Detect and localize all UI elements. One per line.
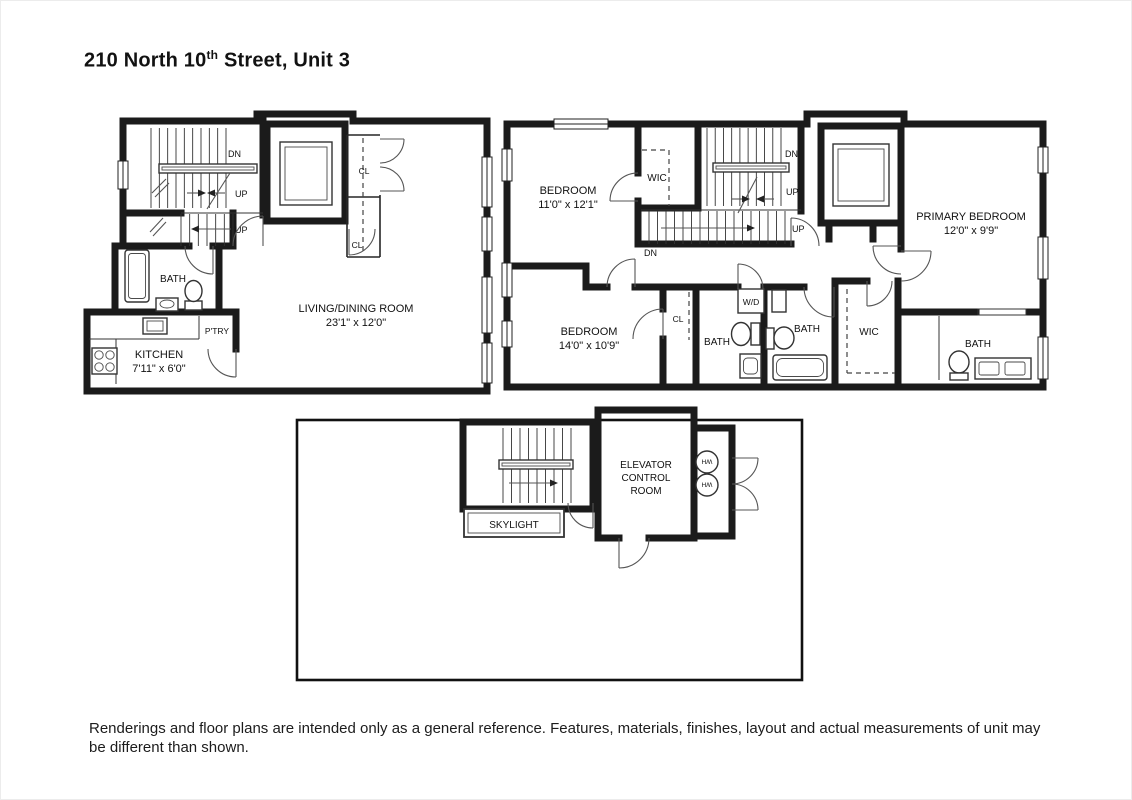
floor1-stair-up-low-label: UP: [235, 225, 248, 235]
water-heater-label-2: WH: [701, 480, 713, 488]
floor2-closet-label: CL: [672, 314, 684, 324]
floor1-kitchen-dims: 7'11" x 6'0": [132, 363, 186, 375]
floor1-kitchen: [89, 316, 236, 384]
skylight-box: [464, 509, 564, 537]
floor2-primary-bedroom-label: PRIMARY BEDROOM: [916, 211, 1026, 223]
floor1-lower-stair-treads: [181, 214, 233, 246]
ecr-label-1: ELEVATOR: [620, 460, 672, 471]
floor2-stair-up-mid-label: UP: [786, 187, 799, 197]
floor2-wic-right-label: WIC: [859, 327, 879, 338]
ecr-label-3: ROOM: [630, 486, 662, 497]
floor2-wic-right: [847, 281, 895, 373]
floor2-stair-dn-top-label: DN: [785, 149, 798, 159]
disclaimer-text: Renderings and floor plans are intended only as a general reference. Features, materials, finishes, layout and actual measurements of unit may be different than shown.: [89, 720, 1041, 757]
floor1-kitchen-label: KITCHEN: [134, 349, 184, 361]
ecr-label-2: CONTROL: [621, 473, 671, 484]
floor2-bath-right-label: BATH: [965, 339, 991, 350]
floor2-stair-dn-low-label: DN: [644, 248, 657, 258]
title-superscript: th: [206, 48, 219, 62]
floor1-living-dining-dims: 23'1" x 12'0": [325, 317, 387, 329]
floor1-bath-label: BATH: [160, 274, 186, 285]
floor2-wd-label: W/D: [742, 297, 760, 307]
floor1-closet-upper-label: CL: [358, 166, 370, 176]
floor1-living-dining-label: LIVING/DINING ROOM: [298, 303, 414, 315]
floor2-bath-middle-label: BATH: [794, 324, 820, 335]
floor1-stair-dn-label: DN: [228, 149, 241, 159]
floor1-closet-lower-label: CL: [351, 240, 363, 250]
floor2-bedroom-top-dims: 11'0" x 12'1": [538, 199, 598, 211]
floor2-wic-top-label: WIC: [647, 173, 667, 184]
floor2-bedroom-top-label: BEDROOM: [539, 185, 597, 197]
floor2-bedroom-bottom-label: BEDROOM: [560, 326, 618, 338]
roof-outline: [297, 420, 802, 680]
floor1-bath: [125, 246, 213, 311]
floor2-plan: [502, 114, 1048, 387]
skylight-label: SKYLIGHT: [489, 520, 539, 531]
roof-plan: [297, 410, 802, 680]
title-text: 210 North 10: [84, 49, 207, 72]
floorplan-drawing: [1, 1, 1132, 800]
floor2-primary-bedroom-dims: 12'0" x 9'9": [943, 225, 999, 237]
floor1-pantry-label: P'TRY: [204, 326, 230, 336]
floor2-right-bath: [939, 309, 1031, 380]
floor1-closets: [347, 135, 404, 257]
floor2-stair-up-low-label: UP: [792, 224, 805, 234]
floor2-bath-center-label: BATH: [704, 337, 730, 348]
water-heater-label-1: WH: [701, 457, 713, 465]
floor1-elevator: [280, 142, 332, 205]
floor2-bedroom-bottom-dims: 14'0" x 10'9": [558, 340, 620, 352]
title-text-2: Street, Unit 3: [218, 49, 351, 72]
floor1-plan: [87, 114, 492, 391]
floor1-stair-up-mid-label: UP: [235, 189, 248, 199]
